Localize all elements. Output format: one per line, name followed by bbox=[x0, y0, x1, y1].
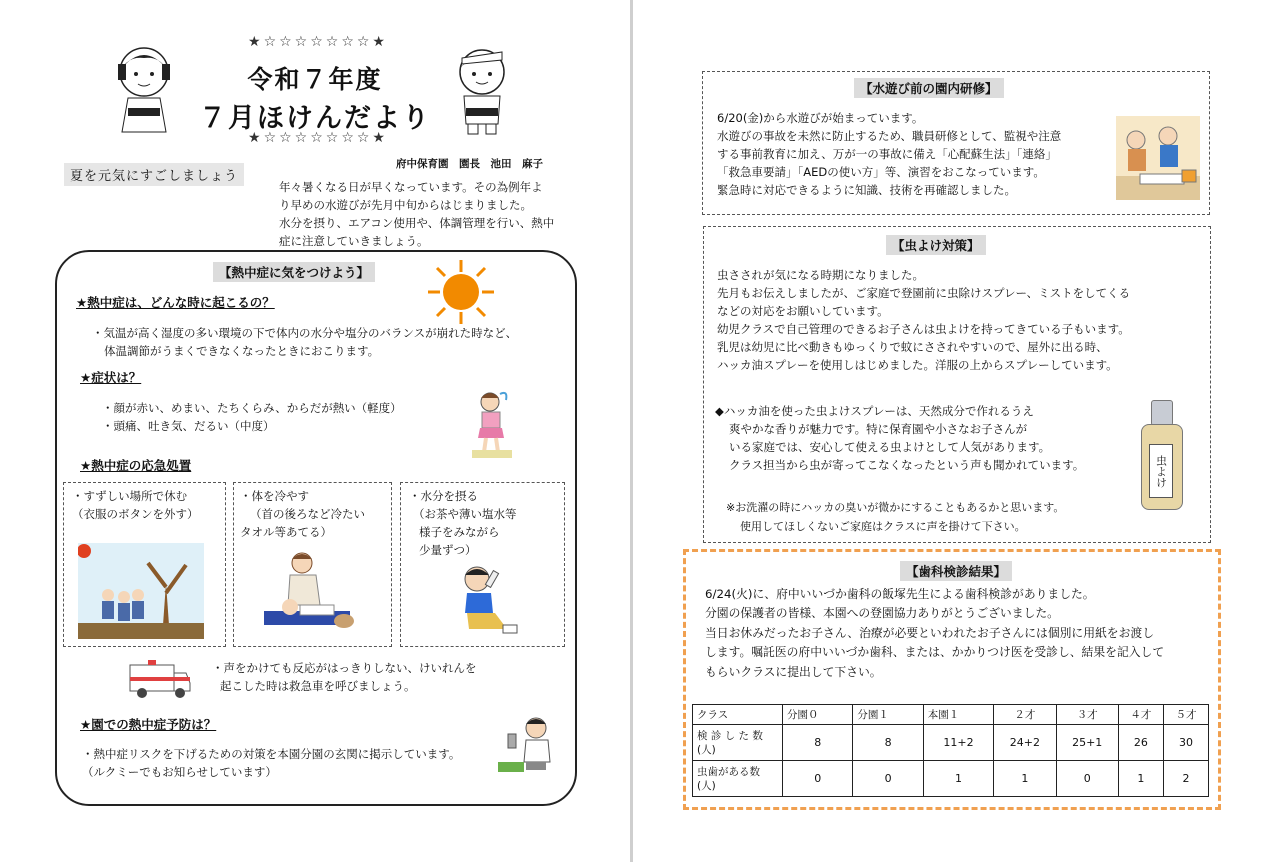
author-line: 府中保育園 園長 池田 麻子 bbox=[396, 158, 543, 170]
symptoms-list bbox=[102, 399, 402, 435]
hakka-oil-text: ◆ハッカ油を使った虫よけスプレーは、天然成分で作れるうえ 爽やかな香りが魅力です。特に保育園や小さなお子さんが いる家庭では、安心して使える虫よけとして人気があります。 クラス担当から虫が寄ってこなくなったという声も聞かれています。 bbox=[715, 404, 1085, 472]
ambulance-icon bbox=[128, 657, 192, 699]
water-training-title: 【水遊び前の園内研修】 bbox=[854, 78, 1004, 98]
bug-repellent-title: 【虫よけ対策】 bbox=[886, 235, 986, 255]
right-page bbox=[633, 0, 1267, 862]
symptom-item: ・頭痛、吐き気、だるい（中度） bbox=[102, 419, 275, 433]
symptom-item: ・顔が赤い、めまい、たちくらみ、からだが熱い（軽度） bbox=[102, 401, 402, 415]
prevention-text: ・熱中症リスクを下げるための対策を本園分園の玄関に掲示しています。 （ルクミーでもお知らせしています） bbox=[82, 747, 461, 779]
water-training-text: 6/20(金)から水遊びが始まっています。 水遊びの事故を未然に防止するため、職員研修として、監視や注意 する事前教育に加え、万が一の事故に備え「心配蘇生法」「連絡」 「救急車要請」「AEDの使い方」等、演習をおこなっています。 緊急時に対応できるように知識、技術を再確認しました。 bbox=[717, 111, 1062, 197]
stars-top-decoration: ★☆☆☆☆☆☆☆★ bbox=[248, 34, 388, 50]
sun-icon bbox=[424, 258, 498, 326]
cooling-child-illustration bbox=[260, 549, 356, 635]
dental-checkup-text: 6/24(火)に、府中いいづか歯科の飯塚先生による歯科検診がありました。 分園の保護者の皆様、本園への登園協力ありがとうございました。 当日お休みだったお子さん、治療が必要といわれたお子さんには個別に用紙をお渡し します。嘱託医の府中いいづか歯科、または、かかりつけ医を受診し、結果を記入して もらいクラスに提出して下さい。 bbox=[705, 587, 1165, 679]
table-header-row: クラス 分園０ 分園１ 本園１ ２才 ３才 ４才 ５才 bbox=[693, 705, 1209, 725]
bottle-label: 虫よけ bbox=[1149, 444, 1173, 498]
when-occurs-heading: ★熱中症は、どんな時に起こるの？ bbox=[76, 295, 275, 310]
prevention-heading: ★園での熱中症予防は？ bbox=[80, 717, 217, 732]
table-row: 検 診 し た 数 (人) 8 8 11+2 24+2 25+1 26 30 bbox=[693, 725, 1209, 761]
cpr-training-illustration bbox=[1116, 116, 1200, 200]
firstaid-card-rest: ・すずしい場所で休む （衣服のボタンを外す） bbox=[63, 482, 226, 647]
shade-tree-illustration bbox=[78, 543, 204, 639]
newsletter-title: ７月ほけんだより bbox=[199, 103, 431, 134]
greeting-title: 夏を元気にすごしましょう bbox=[64, 163, 244, 186]
watering-boy-illustration bbox=[496, 714, 558, 776]
firstaid-heading: ★熱中症の応急処置 bbox=[80, 458, 192, 473]
girl-mascot-illustration bbox=[114, 42, 174, 138]
ambulance-text: ・声をかけても反応がはっきりしない、けいれんを 起こした時は救急車を呼びましょう。 bbox=[212, 661, 477, 693]
dental-checkup-title: 【歯科検診結果】 bbox=[900, 561, 1012, 581]
when-occurs-text: ・気温が高く湿度の多い環境の下で体内の水分や塩分のバランスが崩れた時など、 体温調節がうまくできなくなったときにおこります。 bbox=[92, 326, 518, 358]
table-row: 虫歯がある数 (人) 0 0 1 1 0 1 2 bbox=[693, 761, 1209, 797]
firstaid-card-cool: ・体を冷やす （首の後ろなど冷たい タオル等あてる） bbox=[233, 482, 392, 647]
heatstroke-section-title: 【熱中症に気をつけよう】 bbox=[213, 262, 375, 282]
stars-bottom-decoration: ★☆☆☆☆☆☆☆★ bbox=[248, 130, 388, 146]
bug-repellent-text: 虫さされが気になる時期になりました。 先月もお伝えしましたが、ご家庭で登園前に虫除けスプレー、ミストをしてくる などの対応をお願いしています。 幼児クラスで自己管理のできるお子さんは虫よけを持ってきている子もいます。 乳児は幼児に比べ動きもゆっくりで蚊にさされやすいので、屋外に出る時、 ハッカ油スプレーを使用しはじめました。洋服の上からスプレーしています。 bbox=[717, 268, 1131, 372]
symptoms-heading: ★症状は？ bbox=[80, 370, 142, 385]
laundry-note: ※お洗濯の時にハッカの臭いが微かにすることもあるかと思います。 使用してほしくないご家庭はクラスに声を掛けて下さい。 bbox=[726, 501, 1065, 533]
newsletter-year-title: 令和７年度 bbox=[247, 65, 383, 94]
dizzy-girl-illustration bbox=[470, 388, 514, 460]
boy-mascot-illustration bbox=[452, 44, 512, 136]
greeting-text: 年々暑くなる日が早くなっています。その為例年よ り早めの水遊びが先月中旬からはじまりました。 水分を摂り、エアコン使用や、体調管理を行い、熱中 症に注意していきましょう。 bbox=[279, 180, 555, 248]
drinking-boy-illustration bbox=[455, 563, 525, 639]
firstaid-card-hydrate: ・水分を摂る （お茶や薄い塩水等 様子をみながら 少量ずつ） bbox=[400, 482, 565, 647]
dental-results-table bbox=[692, 704, 1209, 797]
spray-bottle-illustration bbox=[1139, 400, 1183, 510]
left-page bbox=[0, 0, 630, 862]
